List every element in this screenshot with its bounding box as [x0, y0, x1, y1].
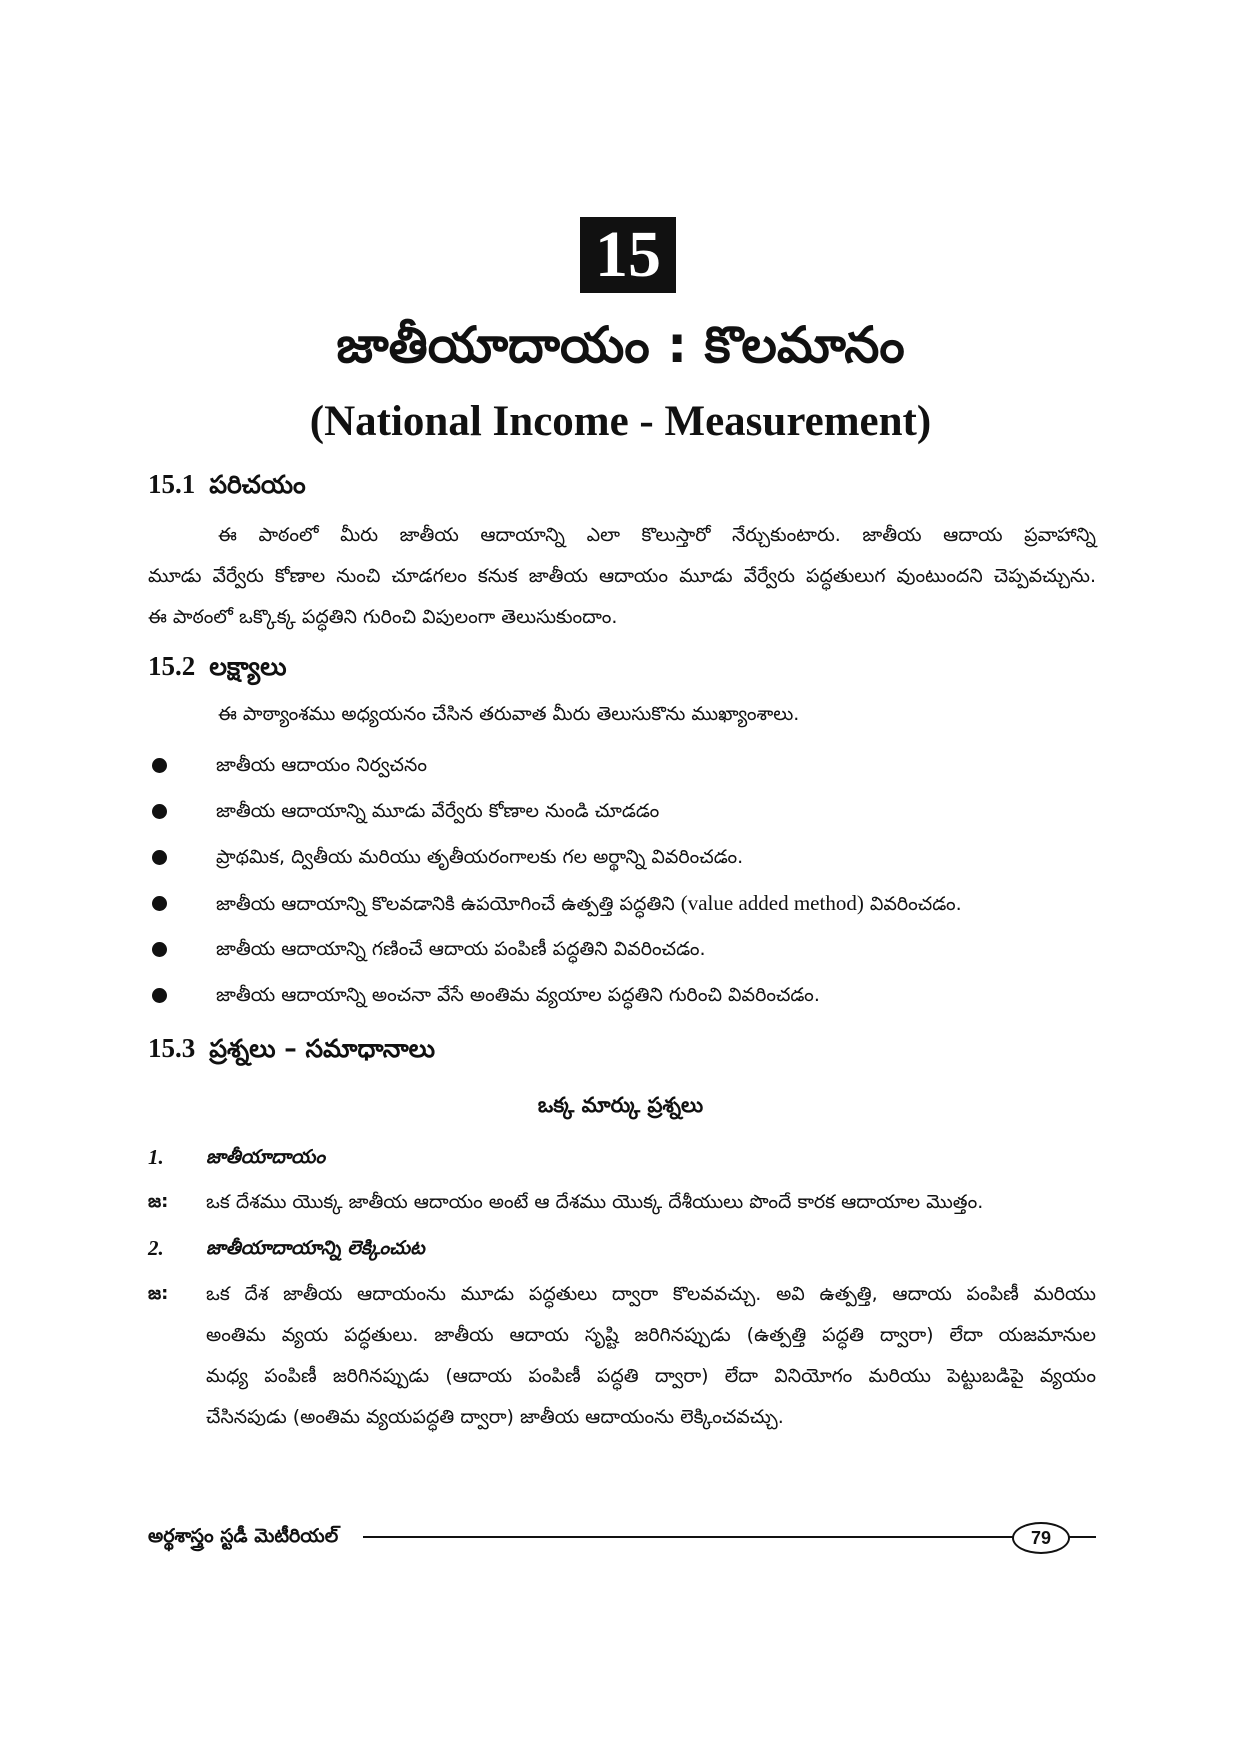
bullet-icon [152, 988, 167, 1003]
chapter-title-telugu: జాతీయాదాయం : కొలమానం [336, 316, 905, 374]
section-number: 15.1 [148, 469, 196, 499]
objectives-intro [148, 694, 1096, 735]
list-item-english-term: (value added method) [680, 891, 864, 915]
question-number: 1. [148, 1145, 164, 1169]
list-item [148, 880, 1108, 926]
list-item-text: జాతీయ ఆదాయాన్ని గణించే ఆదాయ పంపిణీ పద్ధతిని వివరించడం. [216, 938, 706, 960]
paragraph-line: ఈ పాఠంలో ఒక్కొక్క పద్ధతిని గురించి విపులంగా తెలుసుకుందాం. [148, 606, 618, 628]
question-number: 2. [148, 1236, 164, 1260]
bullet-icon [152, 942, 167, 957]
introduction-paragraph [148, 515, 1096, 638]
question-text: జాతీయాదాయం [206, 1146, 326, 1168]
footer-book-title: అర్థశాస్త్రం స్టడీ మెటీరియల్ [148, 1518, 346, 1554]
paragraph-line: ఈ పాఠ్యాంశము అధ్యయనం చేసిన తరువాత మీరు తెలుసుకొను ముఖ్యాంశాలు. [218, 703, 800, 725]
list-item-text: జాతీయ ఆదాయాన్ని మూడు వేర్వేరు కోణాల నుండి చూడడం [216, 800, 660, 822]
answer-label: జ: [148, 1191, 169, 1212]
answer-line: ఒక దేశము యొక్క జాతీయ ఆదాయం అంటే ఆ దేశము యొక్క దేశీయులు పొందే కారక ఆదాయాల మొత్తం. [206, 1191, 984, 1213]
section-title: ప్రశ్నలు – సమాధానాలు [209, 1034, 436, 1063]
bullet-icon [152, 804, 167, 819]
list-item-text [216, 880, 962, 927]
page-number: 79 [1012, 1522, 1070, 1554]
one-mark-questions-heading: ఒక్క మార్కు ప్రశ్నలు [537, 1093, 704, 1117]
chapter-title-english: (National Income - Measurement) [309, 398, 932, 445]
list-item [148, 788, 1108, 834]
section-title: పరిచయం [209, 470, 306, 499]
page-footer [148, 1518, 1096, 1554]
question-text: జాతీయాదాయాన్ని లెక్కించుట [206, 1237, 425, 1259]
list-item [148, 834, 1108, 880]
list-item [148, 972, 1108, 1018]
section-heading-introduction [148, 466, 306, 503]
answer-label: జ: [148, 1283, 169, 1304]
chapter-number-box: 15 [580, 217, 676, 293]
bullet-icon [152, 896, 167, 911]
answer-line: మధ్య పంపిణీ జరిగినప్పుడు (ఆదాయ పంపిణీ పద్ధతి ద్వారా) లేదా వినియోగం మరియు పెట్టుబడిపై వ్యయం [206, 1365, 1096, 1387]
footer-rule [363, 1536, 1096, 1538]
section-heading-questions [148, 1030, 435, 1067]
paragraph-line: మూడు వేర్వేరు కోణాల నుంచి చూడగలం కనుక జాతీయ ఆదాయం మూడు వేర్వేరు పద్ధతులుగ వుంటుందని చెప్పవచ్చును. [148, 565, 1096, 587]
list-item-text-part: జాతీయ ఆదాయాన్ని కొలవడానికి ఉపయోగించే ఉత్పత్తి పద్ధతిని [216, 893, 675, 915]
answer-text [206, 1182, 1096, 1223]
answer-line: అంతిమ వ్యయ పద్ధతులు. జాతీయ ఆదాయ సృష్టి జరిగినప్పుడు (ఉత్పత్తి పద్ధతి ద్వారా) లేదా యజమానుల [206, 1324, 1096, 1346]
section-heading-objectives [148, 648, 286, 685]
bullet-icon [152, 850, 167, 865]
objectives-list [148, 742, 1108, 1018]
section-number: 15.2 [148, 651, 196, 681]
answer-text [206, 1274, 1096, 1438]
section-title: లక్ష్యాలు [209, 652, 287, 681]
answer-line: ఒక దేశ జాతీయ ఆదాయంను మూడు పద్ధతులు ద్వారా కొలవవచ్చు. అవి ఉత్పత్తి, ఆదాయ పంపిణీ మరియు [206, 1283, 1096, 1305]
bullet-icon [152, 758, 167, 773]
list-item-text: జాతీయ ఆదాయం నిర్వచనం [216, 754, 427, 776]
answer-line: చేసినపుడు (అంతిమ వ్యయపద్ధతి ద్వారా) జాతీయ ఆదాయంను లెక్కించవచ్చు. [206, 1406, 784, 1428]
list-item [148, 926, 1108, 972]
section-number: 15.3 [148, 1033, 196, 1063]
list-item-text-part: వివరించడం. [869, 893, 962, 915]
paragraph-line: ఈ పాఠంలో మీరు జాతీయ ఆదాయాన్ని ఎలా కొలుస్తారో నేర్చుకుంటారు. జాతీయ ఆదాయ ప్రవాహాన్ని [218, 524, 1096, 546]
list-item [148, 742, 1108, 788]
list-item-text: ప్రాథమిక, ద్వితీయ మరియు తృతీయరంగాలకు గల అర్థాన్ని వివరించడం. [216, 846, 744, 868]
list-item-text: జాతీయ ఆదాయాన్ని అంచనా వేసే అంతిమ వ్యయాల పద్ధతిని గురించి వివరించడం. [216, 984, 820, 1006]
